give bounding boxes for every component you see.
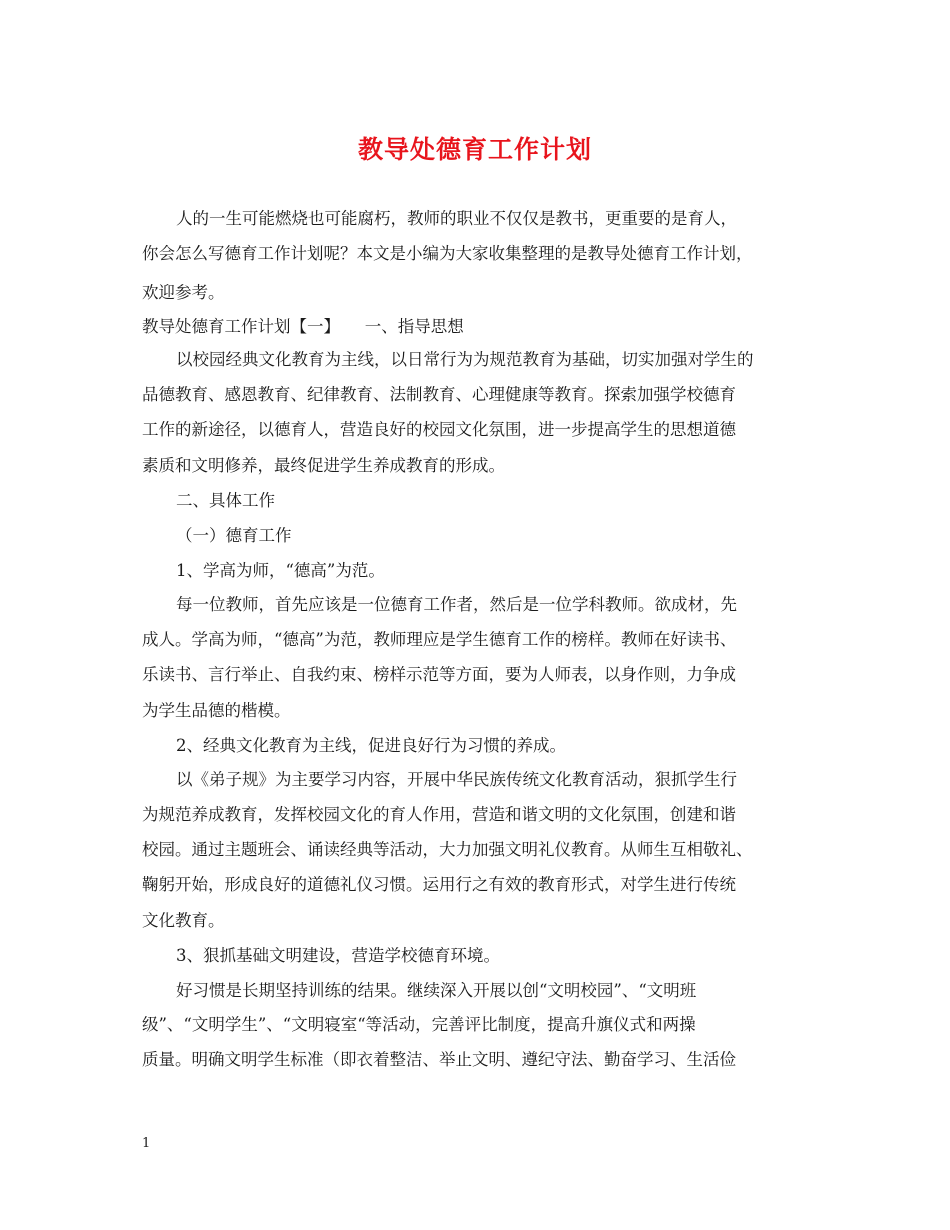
page-number: 1 <box>142 1136 151 1151</box>
item-heading-line: 3、狠抓基础文明建设，营造学校德育环境。 <box>176 946 500 965</box>
text-line: 你会怎么写德育工作计划呢？本文是小编为大家收集整理的是教导处德育工作计划， <box>142 244 753 263</box>
text-line: 校园。通过主题班会、诵读经典等活动，大力加强文明礼仪教育。从师生互相敬礼、 <box>142 840 753 859</box>
text-line: 以《弟子规》为主要学习内容，开展中华民族传统文化教育活动，狠抓学生行 <box>176 770 737 789</box>
text-line: 品德教育、感恩教育、纪律教育、法制教育、心理健康等教育。探索加强学校德育 <box>142 385 736 404</box>
text-line: 素质和文明修养，最终促进学生养成教育的形成。 <box>142 456 505 475</box>
text-line: 为学生品德的楷模。 <box>142 701 291 720</box>
text-line: 质量。明确文明学生标准（即衣着整洁、举止文明、遵纪守法、勤奋学习、生活俭 <box>142 1050 736 1069</box>
text-line: 乐读书、言行举止、自我约束、榜样示范等方面，要为人师表，以身作则，力争成 <box>142 665 736 684</box>
text-line: 鞠躬开始，形成良好的道德礼仪习惯。运用行之有效的教育形式，对学生进行传统 <box>142 875 736 894</box>
item-heading-line: 2、经典文化教育为主线，促进良好行为习惯的养成。 <box>176 736 566 755</box>
text-line: 以校园经典文化教育为主线，以日常行为为规范教育为基础，切实加强对学生的 <box>176 350 754 369</box>
text-line: 文化教育。 <box>142 911 225 930</box>
item-heading-line: 1、学高为师，“德高”为范。 <box>176 561 385 580</box>
text-line: 欢迎参考。 <box>142 283 225 302</box>
document-title: 教导处德育工作计划 <box>357 135 592 164</box>
text-line: 人的一生可能燃烧也可能腐朽，教师的职业不仅仅是教书，更重要的是育人， <box>176 209 737 228</box>
text-line: 为规范养成教育，发挥校园文化的育人作用，营造和谐文明的文化氛围，创建和谐 <box>142 805 736 824</box>
text-line: 好习惯是长期坚持训练的结果。继续深入开展以创“文明校园”、“文明班 <box>176 981 697 1000</box>
subsection-heading-line: （一）德育工作 <box>176 526 292 545</box>
section-heading-line: 教导处德育工作计划【一】 一、指导思想 <box>142 317 464 336</box>
section-heading-line: 二、具体工作 <box>176 491 275 510</box>
text-line: 工作的新途径，以德育人，营造良好的校园文化氛围，进一步提高学生的思想道德 <box>142 420 736 439</box>
text-line: 成人。学高为师，“德高”为范，教师理应是学生德育工作的榜样。教师在好读书、 <box>142 630 737 649</box>
text-line: 级”、“文明学生”、“文明寝室“等活动，完善评比制度，提高升旗仪式和两操 <box>142 1015 696 1034</box>
text-line: 每一位教师，首先应该是一位德育工作者，然后是一位学科教师。欲成材，先 <box>176 595 737 614</box>
